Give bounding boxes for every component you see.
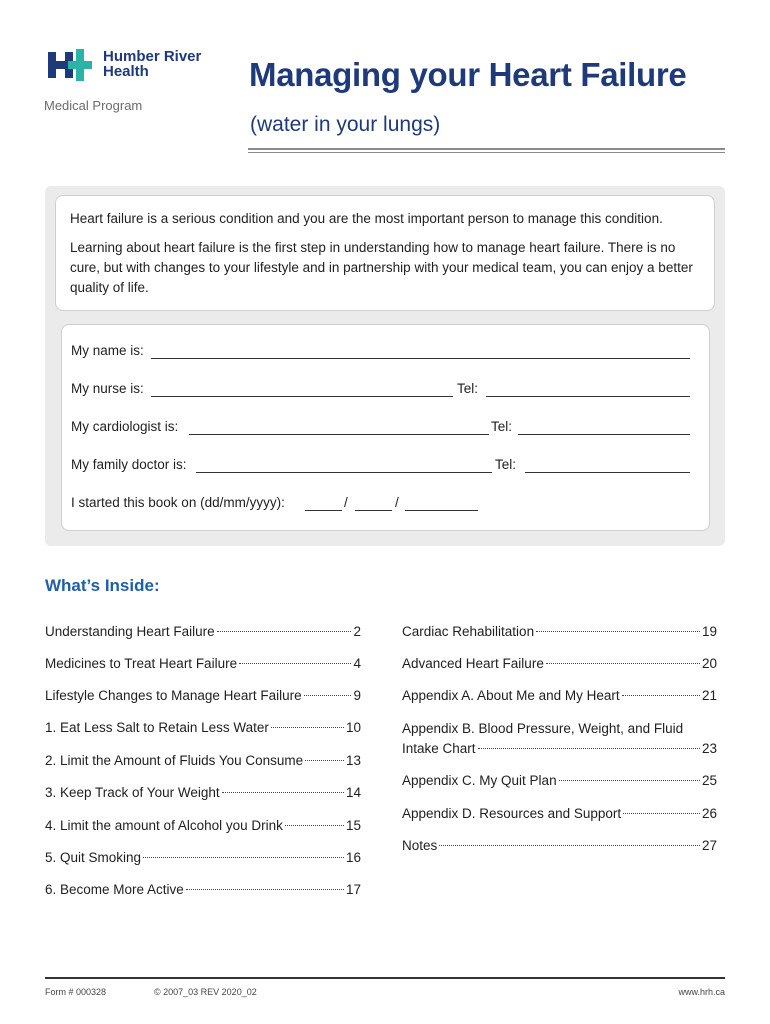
form-number: Form # 000328 [45, 987, 107, 997]
toc-entry[interactable]: Appendix A. About Me and My Heart 21 [402, 688, 717, 703]
toc-entry[interactable]: 2. Limit the Amount of Fluids You Consume 13 [45, 753, 361, 768]
toc-entry[interactable]: 4. Limit the amount of Alcohol you Drink 15 [45, 818, 361, 833]
nurse-label: My nurse is: [71, 381, 144, 396]
toc-entry[interactable]: 1. Eat Less Salt to Retain Less Water 10 [45, 720, 361, 735]
toc-entry[interactable]: 6. Become More Active 17 [45, 882, 361, 897]
start-month-input-line[interactable] [355, 510, 392, 511]
cardiologist-tel-input-line[interactable] [518, 434, 690, 435]
family-doctor-tel-label: Tel: [495, 457, 517, 472]
toc-entry[interactable]: 5. Quit Smoking 16 [45, 850, 361, 865]
intro-box [55, 195, 715, 311]
toc-entry[interactable]: Understanding Heart Failure 2 [45, 624, 361, 639]
cardiologist-label: My cardiologist is: [71, 419, 179, 434]
start-date-label: I started this book on (dd/mm/yyyy): [71, 495, 285, 510]
start-year-input-line[interactable] [405, 510, 478, 511]
cardiologist-tel-label: Tel: [491, 419, 513, 434]
toc-entry[interactable]: Notes 27 [402, 838, 717, 853]
toc-entry-multiline[interactable]: Appendix B. Blood Pressure, Weight, and Fluid Intake Chart 23 [402, 721, 717, 756]
website-link[interactable]: www.hrh.ca [678, 987, 725, 997]
toc-entry[interactable]: Lifestyle Changes to Manage Heart Failure 9 [45, 688, 361, 703]
cardiologist-input-line[interactable] [189, 434, 489, 435]
logo-line-1: Humber River [103, 48, 202, 65]
hospital-logo-icon [48, 49, 98, 81]
nurse-tel-label: Tel: [457, 381, 479, 396]
program-name: Medical Program [44, 98, 143, 113]
nurse-tel-input-line[interactable] [486, 396, 690, 397]
toc-entry[interactable]: Cardiac Rehabilitation 19 [402, 624, 717, 639]
toc-entry[interactable]: Appendix C. My Quit Plan 25 [402, 773, 717, 788]
intro-paragraph-1: Heart failure is a serious condition and you are the most important person to manage this condition. [70, 211, 663, 226]
date-separator: / [344, 495, 348, 510]
title-divider [248, 148, 725, 150]
name-input-line[interactable] [151, 358, 690, 359]
footer-divider [45, 977, 725, 979]
intro-paragraph-2: Learning about heart failure is the first step in understanding how to manage heart failure. There is no cure, but with changes to your lifestyle and in partnership with your medical team, you can enjoy a better quality of life. [70, 240, 693, 295]
toc-entry[interactable]: Medicines to Treat Heart Failure 4 [45, 656, 361, 671]
logo-wordmark [103, 49, 201, 79]
toc-entry[interactable]: 3. Keep Track of Your Weight 14 [45, 785, 361, 800]
toc-entry[interactable]: Appendix D. Resources and Support 26 [402, 806, 717, 821]
document-subtitle: (water in your lungs) [250, 113, 441, 136]
copyright: © 2007_03 REV 2020_02 [154, 987, 257, 997]
family-doctor-input-line[interactable] [196, 472, 492, 473]
toc-entry[interactable]: Advanced Heart Failure 20 [402, 656, 717, 671]
family-doctor-label: My family doctor is: [71, 457, 187, 472]
start-day-input-line[interactable] [305, 510, 342, 511]
name-label: My name is: [71, 343, 144, 358]
date-separator: / [395, 495, 399, 510]
document-title: Managing your Heart Failure [249, 56, 687, 93]
nurse-input-line[interactable] [151, 396, 453, 397]
toc-entry-label-line1: Appendix B. Blood Pressure, Weight, and Fluid [402, 721, 684, 736]
title-divider-thin [248, 152, 725, 153]
logo-line-2: Health [103, 63, 149, 80]
contents-heading: What’s Inside: [45, 576, 160, 595]
family-doctor-tel-input-line[interactable] [525, 472, 690, 473]
